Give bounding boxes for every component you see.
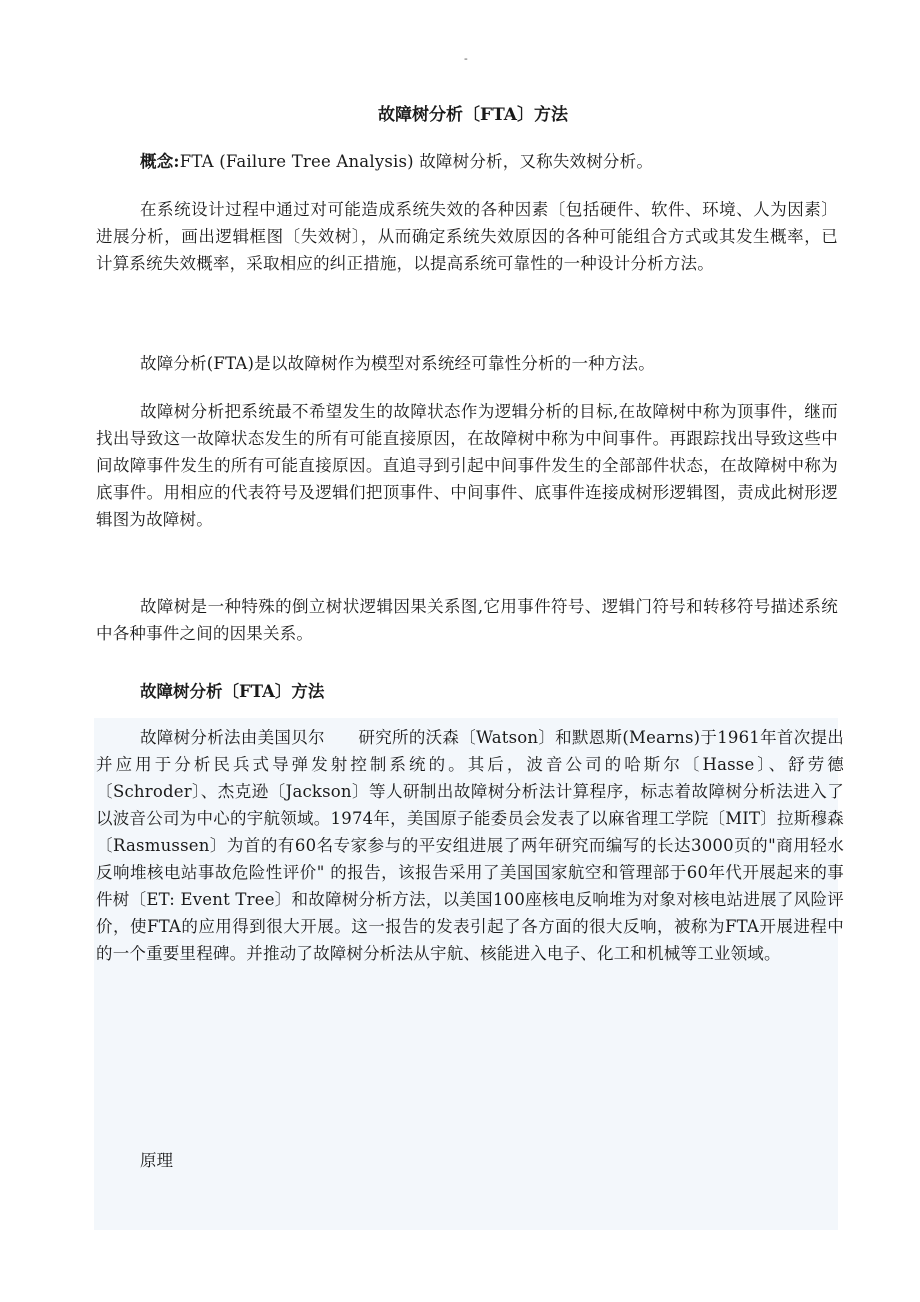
document-title: 故障树分析〔FTA〕方法 <box>378 105 568 125</box>
header-mark: - <box>464 52 468 65</box>
section-heading: 故障树分析〔FTA〕方法 <box>140 682 325 701</box>
paragraph-top-event: 故障树分析把系统最不希望发生的故障状态作为逻辑分析的目标,在故障树中称为顶事件，继而找出导致这一故障状态发生的所有可能直接原因，在故障树中称为中间事件。再跟踪找出导致这些中间故障事件发生的所有可能直接原因。直追寻到引起中间事件发生的全部部件状态，在故障树中称为底事件。用相应的代表符号及逻辑们把顶事件、中间事件、底事件连接成树形逻辑图，责成此树形逻辑图为故障树。 <box>96 402 838 529</box>
paragraph-tree-diagram: 故障树是一种特殊的倒立树状逻辑因果关系图,它用事件符号、逻辑门符号和转移符号描述系统中各种事件之间的因果关系。 <box>96 597 838 643</box>
concept-text: FTA (Failure Tree Analysis) 故障树分析，又称失效树分析。 <box>179 152 654 171</box>
paragraph-definition: 在系统设计过程中通过对可能造成系统失效的各种因素〔包括硬件、软件、环境、人为因素〕进展分析，画出逻辑框图〔失效树〕，从而确定系统失效原因的各种可能组合方式或其发生概率，已计算系统失效概率，采取相应的纠正措施，以提高系统可靠性的一种设计分析方法。 <box>96 200 838 273</box>
paragraph-history: 故障树分析法由美国贝尔 研究所的沃森〔Watson〕和默恩斯(Mearns)于1961年首次提出并应用于分析民兵式导弹发射控制系统的。其后，波音公司的哈斯尔〔Hasse〕、舒劳德〔Schroder〕、杰克逊〔Jackson〕等人研制出故障树分析法计算程序，标志着故障树分析法进入了以波音公司为中心的宇航领域。1974年，美国原子能委员会发表了以麻省理工学院〔MIT〕拉斯穆森〔Rasmussen〕为首的有60名专家参与的平安组进展了两年研究而编写的长达3000页的"商用轻水反响堆核电站事故危险性评价" 的报告，该报告采用了美国国家航空和管理部于60年代开展起来的事件树〔ET: Event Tree〕和故障树分析方法，以美国100座核电反响堆为对象对核电站进展了风险评价，使FTA的应用得到很大开展。这一报告的发表引起了各方面的很大反响，被称为FTA开展进程中的一个重要里程碑。并推动了故障树分析法从宇航、核能进入电子、化工和机械等工业领域。 <box>96 728 844 963</box>
paragraph-fta-model: 故障分析(FTA)是以故障树作为模型对系统经可靠性分析的一种方法。 <box>140 354 655 373</box>
principle-heading: 原理 <box>140 1151 173 1170</box>
concept-paragraph <box>96 148 838 175</box>
concept-label: 概念: <box>140 152 180 171</box>
